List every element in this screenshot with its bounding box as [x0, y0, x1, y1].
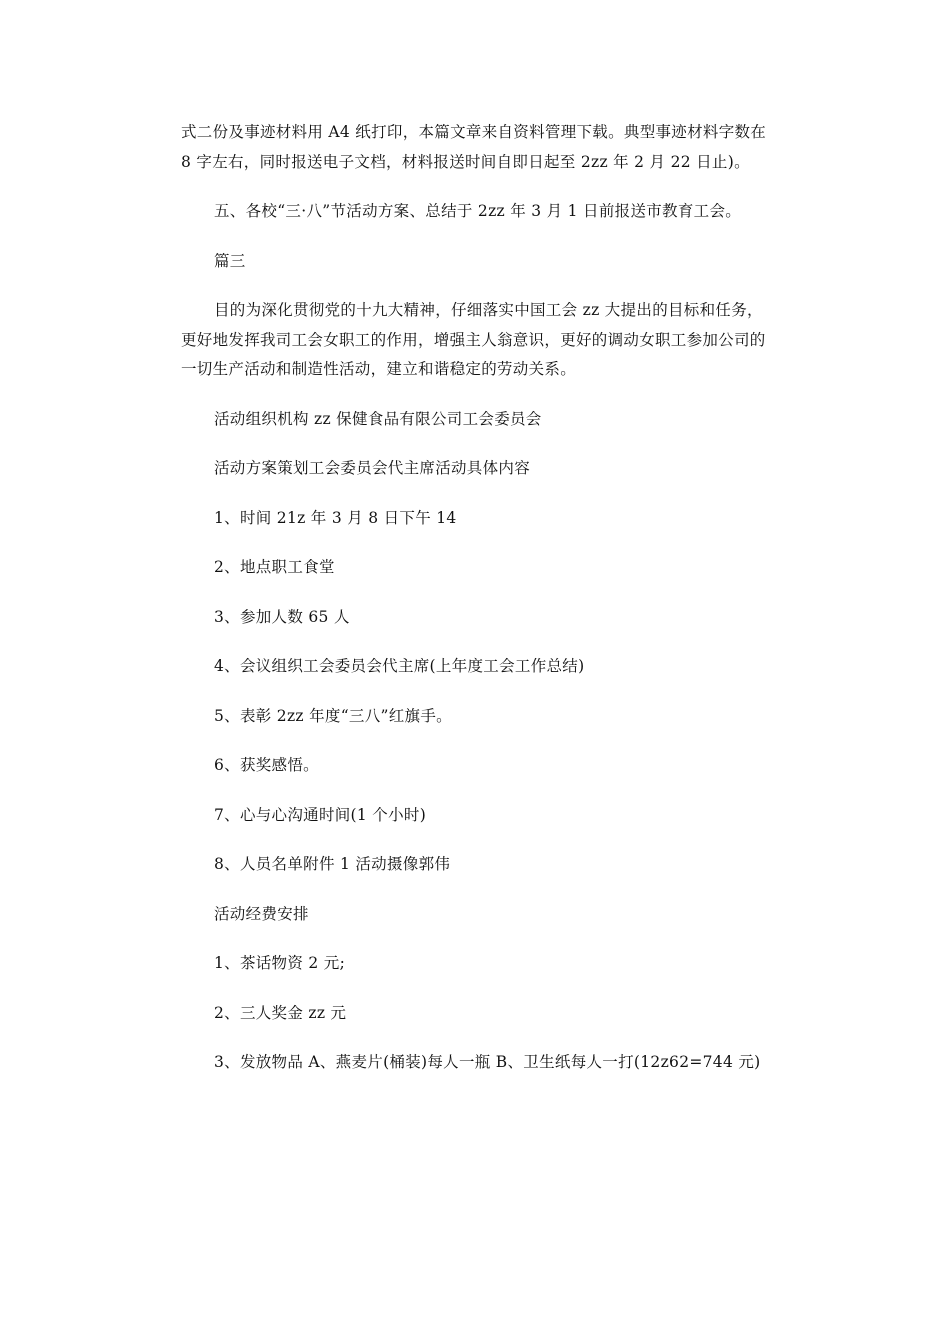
list-item-meeting: 4、会议组织工会委员会代主席(上年度工会工作总结)	[214, 657, 585, 675]
list-item-personnel: 8、人员名单附件 1 活动摄像郭伟	[214, 855, 451, 873]
paragraph-purpose: 目的为深化贯彻党的十九大精神，仔细落实中国工会 zz 大提出的目标和任务，更好地发挥我司工会女职工的作用，增强主人翁意识，更好的调动女职工参加公司的一切生产活动和制造性活动，建立和谐稳定的劳动关系。	[181, 301, 766, 378]
paragraph-continuation: 式二份及事迹材料用 A4 纸打印，本篇文章来自资料管理下载。典型事迹材料字数在 8 字左右，同时报送电子文档，材料报送时间自即日起至 2zz 年 2 月 22 日止)。	[181, 123, 767, 171]
paragraph-item-five: 五、各校“三·八”节活动方案、总结于 2zz 年 3 月 1 日前报送市教育工会。	[214, 202, 742, 220]
list-item-time: 1、时间 21z 年 3 月 8 日下午 14	[214, 508, 457, 527]
section-heading-budget: 活动经费安排	[214, 904, 309, 923]
budget-item-bonus: 2、三人奖金 zz 元	[214, 1003, 347, 1022]
list-item-award-speech: 6、获奖感悟。	[214, 756, 319, 774]
document-body	[181, 118, 773, 1078]
budget-item-refreshments: 1、茶话物资 2 元;	[214, 954, 346, 972]
list-item-commendation: 5、表彰 2zz 年度“三八”红旗手。	[214, 706, 452, 725]
paragraph-planning: 活动方案策划工会委员会代主席活动具体内容	[214, 459, 531, 477]
paragraph-organizer: 活动组织机构 zz 保健食品有限公司工会委员会	[214, 409, 542, 428]
list-item-attendees: 3、参加人数 65 人	[214, 607, 350, 626]
list-item-location: 2、地点职工食堂	[214, 558, 335, 576]
budget-item-gifts: 3、发放物品 A、燕麦片(桶装)每人一瓶 B、卫生纸每人一打(12z62=744 元)	[214, 1053, 761, 1071]
section-heading-part-three: 篇三	[214, 251, 246, 270]
list-item-communication: 7、心与心沟通时间(1 个小时)	[214, 805, 427, 824]
